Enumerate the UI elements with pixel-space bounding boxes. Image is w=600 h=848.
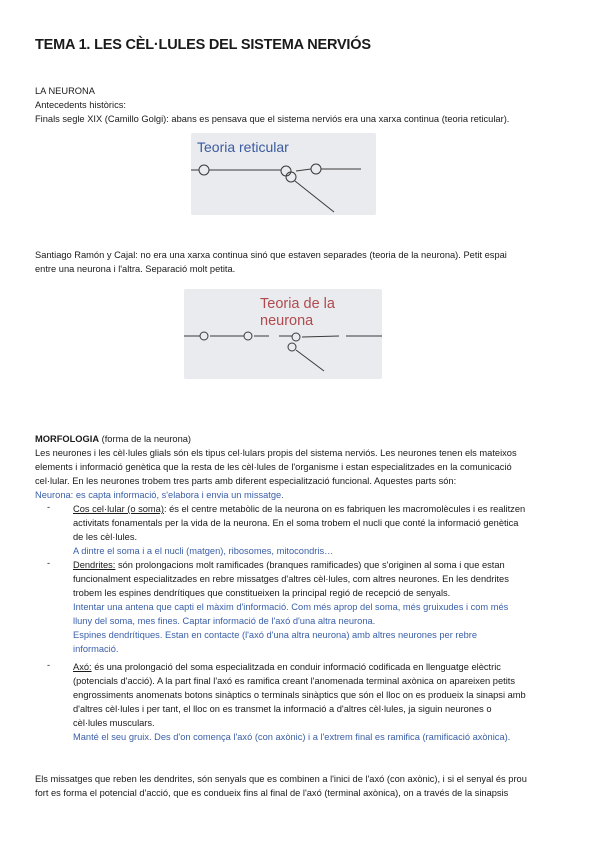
figure-neuron-label-2: neurona <box>260 313 314 329</box>
dendrites-text-first: són prolongacions molt ramificades (branques ramificades) que s'originen al soma i que estan <box>115 560 505 570</box>
axo-line-5: cèl·lules musculars. <box>73 718 155 728</box>
section-subheading: Antecedents històrics: <box>35 100 126 110</box>
axo-note-1: Manté el seu gruix. Des d'on comença l'axó (con axònic) i a l'extrem final es ramifica (ramificació axònica). <box>73 732 511 742</box>
axo-text-first: és una prolongació del soma especialitzada en conduir informació codificada en llenguatge elèctric <box>91 662 501 672</box>
axo-line-first <box>73 660 565 674</box>
list-bullet: - <box>47 660 51 670</box>
golgi-paragraph: Finals segle XIX (Camillo Golgi): abans es pensava que el sistema nerviós era una xarxa continua (teoria reticular). <box>35 114 510 124</box>
figure-neuron-label-1: Teoria de la <box>260 296 335 312</box>
dendrites-note-2: lluny del soma, mes fines. Captar informació de l'axó d'una altra neurona. <box>73 616 376 626</box>
soma-line-2: activitats fonamentals per la vida de la neurona. En el soma trobem el nucli que conté la informació genètica <box>73 518 519 528</box>
soma-note-1: A dintre el soma i a el nucli (matgen), ribosomes, mitocondris… <box>73 546 334 556</box>
figure-reticular-theory <box>191 133 376 215</box>
closing-line-1: Els missatges que reben les dendrites, són senyals que es combinen a l'inici de l'axó (con axònic), i si el senyal és prou <box>35 774 527 784</box>
cajal-line-1: Santiago Ramón y Cajal: no era una xarxa continua sinó que estaven separades (teoria de la neurona). Petit espai <box>35 250 507 260</box>
axo-term: Axó: <box>73 662 92 672</box>
soma-line-3: de les cèl·lules. <box>73 532 138 542</box>
soma-line-first <box>73 502 565 516</box>
axo-line-3: engrossiments anomenats botons sinàptics o terminals sinàptics que són el lloc on es produeix la sinapsi amb <box>73 690 526 700</box>
morfologia-intro-3: cel·lular. En les neurones trobem tres parts amb diferent especialització funcional. Aquestes parts són: <box>35 476 457 486</box>
axo-line-4: d'altres cèl·lules i per tant, el lloc on es transmet la informació a d'altres cèl·lules, ja siguin neurones o <box>73 704 492 714</box>
figure-reticular-label: Teoria reticular <box>197 139 289 155</box>
morfologia-intro-2: elements i informació genètica que la resta de les cèl·lules de l'organisme i estan especialitzades en la comunicació <box>35 462 512 472</box>
morfologia-heading-rest: (forma de la neurona) <box>99 434 192 444</box>
dendrites-line-first <box>73 558 565 572</box>
morfologia-intro-1: Les neurones i les cèl·lules glials són els tipus cel·lulars propis del sistema nerviós. Les neurones tenen els mateixos <box>35 448 517 458</box>
closing-line-2: fort es forma el potencial d'acció, que es condueix fins al final de l'axó (terminal axònica), on a través de la sinapsis <box>35 788 509 798</box>
section-heading: LA NEURONA <box>35 86 95 96</box>
soma-text-first: : és el centre metabòlic de la neurona on es fabriquen les macromolècules i es realitzen <box>163 504 526 514</box>
axo-line-2: (potencials d'acció). A la part final l'axó es ramifica creant l'anomenada terminal axònica on apareixen petits <box>73 676 516 686</box>
list-bullet: - <box>47 502 51 512</box>
reticular-diagram <box>191 133 376 215</box>
dendrites-line-3: trobem les espines dendrítiques que constitueixen la principal regió de recepció de senyals. <box>73 588 451 598</box>
cajal-line-2: entre una neurona i l'altra. Separació molt petita. <box>35 264 236 274</box>
figure-neuron-theory <box>184 289 382 379</box>
neurona-highlight: Neurona: es capta informació, s'elabora i envia un missatge. <box>35 490 284 500</box>
dendrites-term: Dendrites: <box>73 560 116 570</box>
dendrites-line-2: funcionalment especialitzades en rebre missatges d'altres cèl·lules, com altres neurones. En les dendrites <box>73 574 509 584</box>
list-bullet: - <box>47 558 51 568</box>
dendrites-note-3: Espines dendrítiques. Estan en contacte (l'axó d'una altra neurona) amb altres neurones per rebre <box>73 630 478 640</box>
neuron-diagram <box>184 289 382 379</box>
soma-term: Cos cel·lular (o soma) <box>73 504 164 514</box>
dendrites-note-1: Intentar una antena que capti el màxim d'informació. Com més aprop del soma, més gruixudes i com més <box>73 602 509 612</box>
morfologia-heading <box>35 432 565 446</box>
dendrites-note-4: informació. <box>73 644 119 654</box>
page-title: TEMA 1. LES CÈL·LULES DEL SISTEMA NERVIÓS <box>35 37 371 53</box>
morfologia-heading-bold: MORFOLOGIA <box>35 434 100 444</box>
